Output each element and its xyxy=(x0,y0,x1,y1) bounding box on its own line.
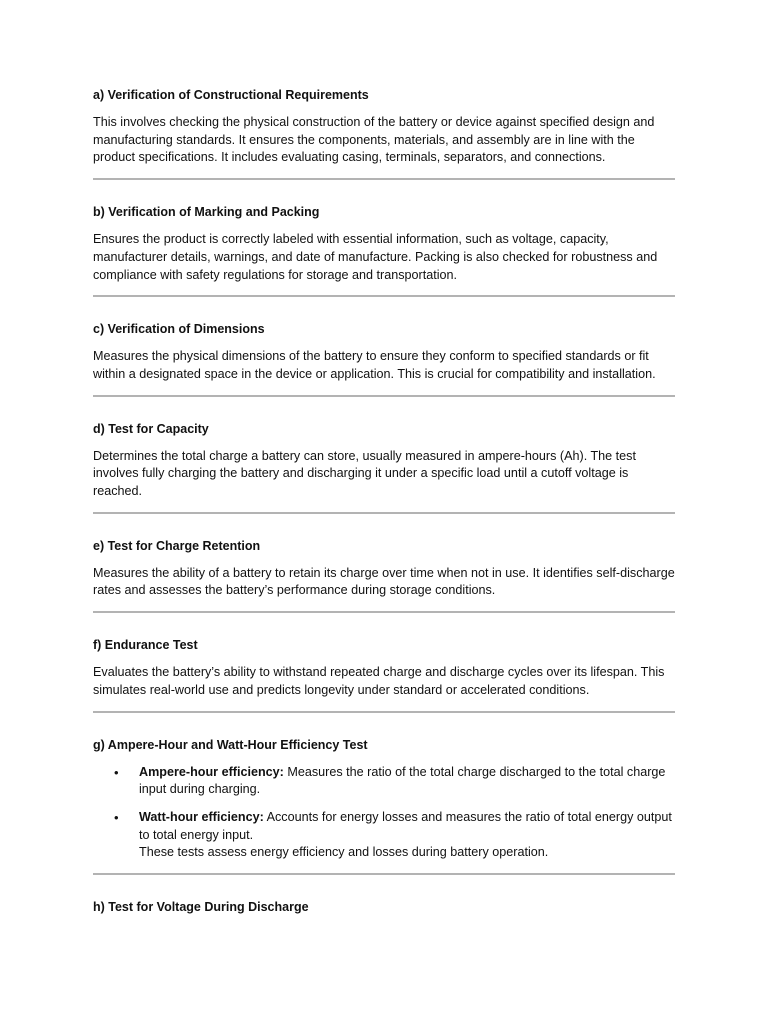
section-endurance-test xyxy=(93,637,675,699)
section-divider xyxy=(93,295,675,297)
section-capacity-test xyxy=(93,421,675,501)
bullet-icon: • xyxy=(114,809,119,825)
section-constructional-requirements xyxy=(93,87,675,167)
section-paragraph: Ensures the product is correctly labeled with essential information, such as voltage, capacity, manufacturer details, warnings, and date of manufacture. Packing is also checked for robustness and compliance with safety regulations for storage and transportation. xyxy=(93,232,658,282)
section-divider xyxy=(93,873,675,875)
list-item xyxy=(93,809,675,862)
bullet-term: Watt-hour efficiency: xyxy=(139,809,264,824)
section-paragraph: Measures the ability of a battery to retain its charge over time when not in use. It identifies self-discharge rates and assesses the battery’s performance during storage conditions. xyxy=(93,565,675,598)
section-efficiency-test xyxy=(93,737,675,863)
bullet-text: Measures the ratio of the total charge discharged to the total charge input during charging. xyxy=(139,764,666,797)
section-divider xyxy=(93,512,675,514)
section-heading: d) Test for Capacity xyxy=(93,421,209,436)
section-divider xyxy=(93,611,675,613)
section-marking-and-packing xyxy=(93,204,675,284)
section-heading: f) Endurance Test xyxy=(93,638,198,653)
section-paragraph: Determines the total charge a battery can store, usually measured in ampere-hours (Ah). The test involves fully charging the battery and discharging it under a specific load until a cutoff voltage is reached. xyxy=(93,448,636,499)
section-paragraph: Measures the physical dimensions of the battery to ensure they conform to specified standards or fit within a designated space in the device or application. This is crucial for compatibility and installation. xyxy=(93,349,656,381)
bullet-text: Accounts for energy losses and measures the ratio of total energy output to total energy input. xyxy=(139,809,672,842)
section-heading: c) Verification of Dimensions xyxy=(93,322,265,337)
section-divider xyxy=(93,711,675,713)
document-page xyxy=(93,87,675,916)
section-heading: e) Test for Charge Retention xyxy=(93,538,261,553)
section-heading: h) Test for Voltage During Discharge xyxy=(93,900,309,915)
section-voltage-during-discharge xyxy=(93,899,675,916)
section-heading: b) Verification of Marking and Packing xyxy=(93,205,320,220)
section-heading: a) Verification of Constructional Requirements xyxy=(93,88,369,102)
section-dimensions xyxy=(93,321,675,383)
bullet-list xyxy=(93,764,675,863)
section-paragraph: This involves checking the physical construction of the battery or device against specified design and manufacturing standards. It ensures the components, materials, and assembly are in line with the product specifications. It includes evaluating casing, terminals, separators, and connections. xyxy=(93,115,655,165)
list-item xyxy=(93,764,675,799)
section-divider xyxy=(93,395,675,397)
bullet-term: Ampere-hour efficiency: xyxy=(139,764,284,779)
section-heading: g) Ampere-Hour and Watt-Hour Efficiency Test xyxy=(93,737,368,752)
bullet-icon: • xyxy=(114,764,119,780)
bullet-note: These tests assess energy efficiency and losses during battery operation. xyxy=(139,845,549,860)
section-paragraph: Evaluates the battery’s ability to withstand repeated charge and discharge cycles over its lifespan. This simulates real-world use and predicts longevity under standard or accelerated conditions. xyxy=(93,665,665,697)
section-charge-retention xyxy=(93,538,675,600)
section-divider xyxy=(93,178,675,180)
